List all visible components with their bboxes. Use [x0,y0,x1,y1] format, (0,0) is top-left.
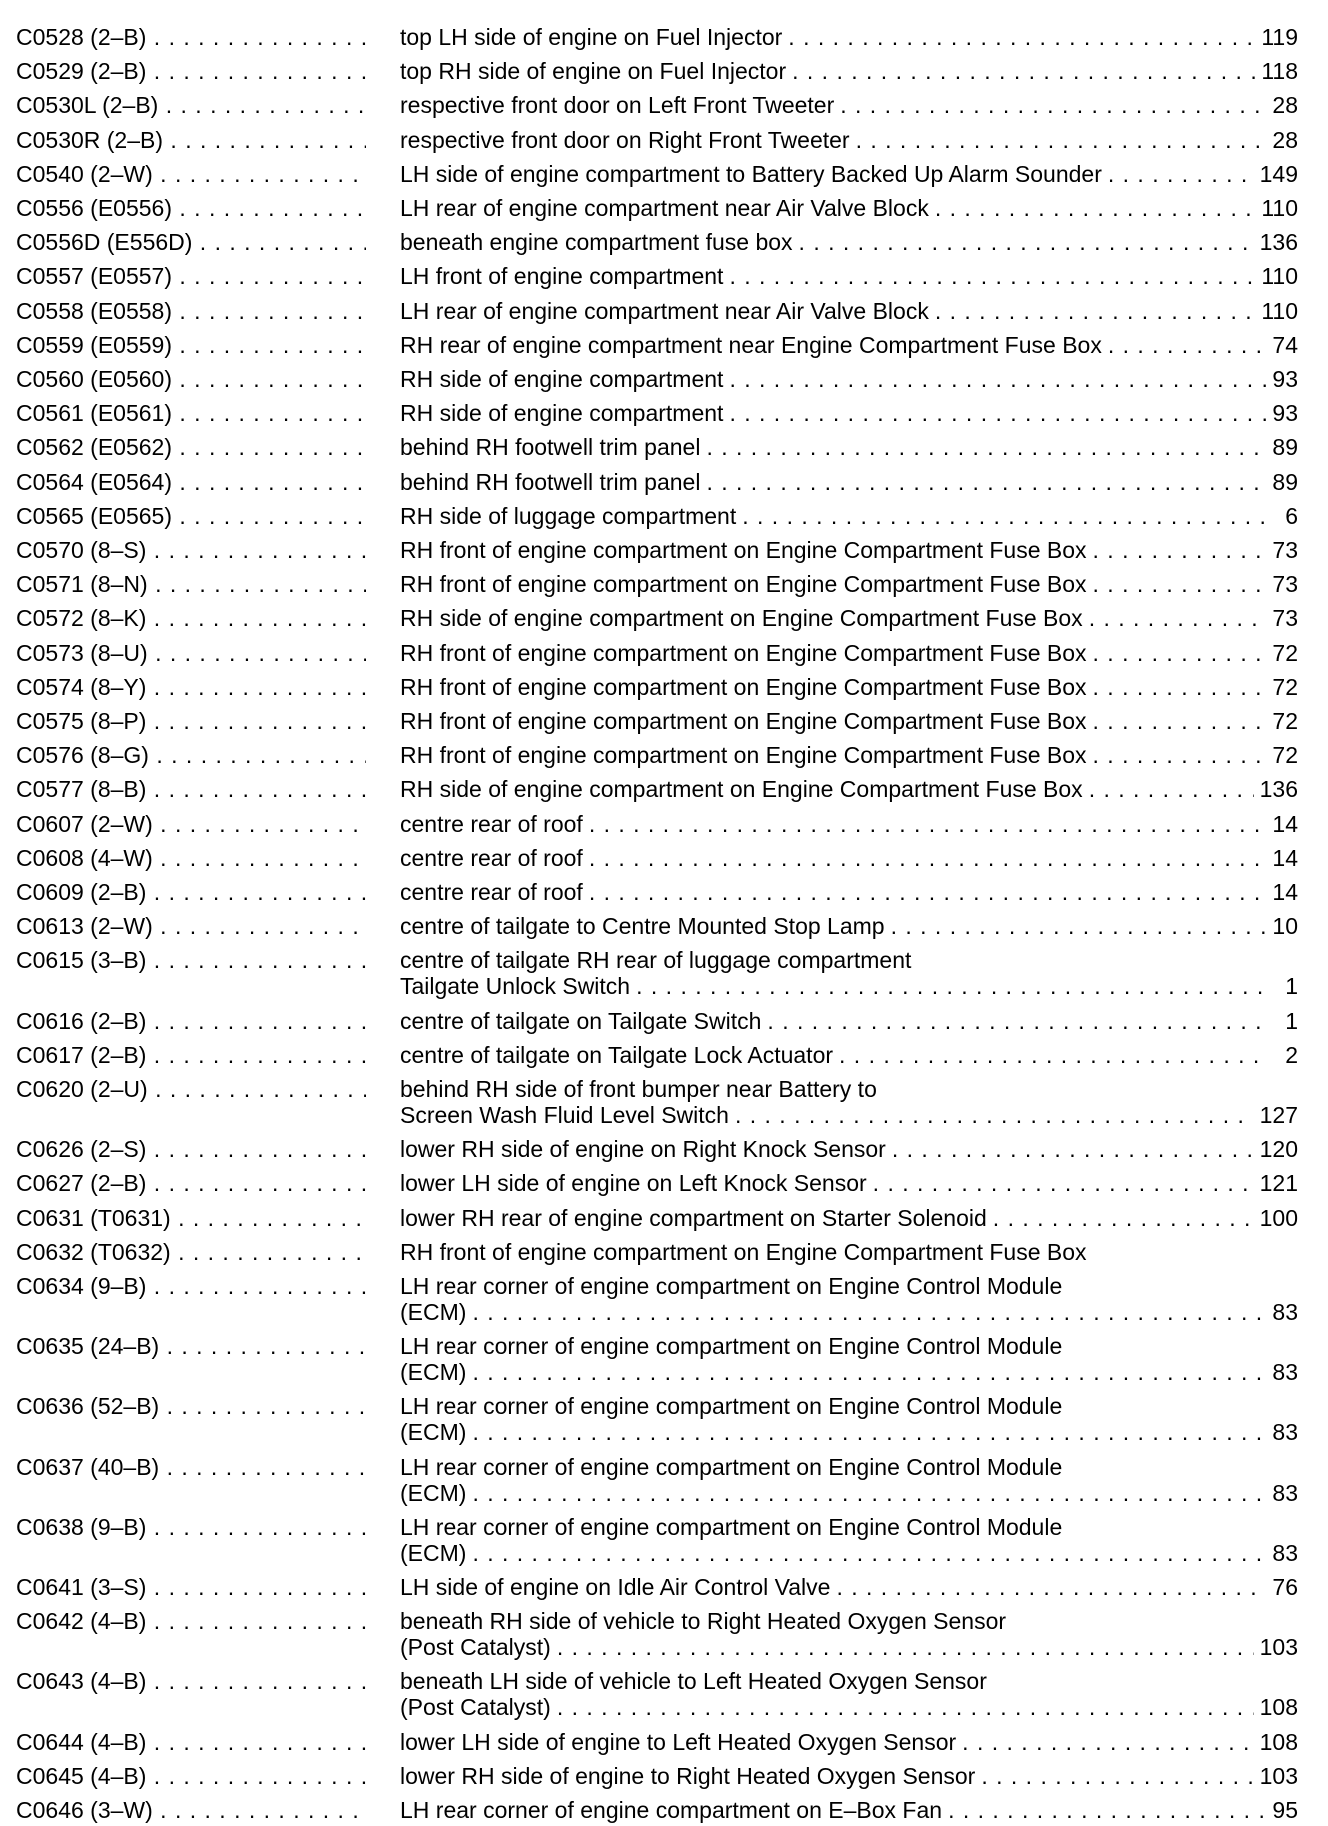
connector-code-text: C0540 (2–W) . . . [16,161,366,187]
dot-leader [788,24,1255,50]
page-number: 83 [1272,1419,1298,1445]
dot-leader [1108,161,1254,187]
connector-code-text: C0645 (4–B) . . . [16,1763,366,1789]
location-description [400,400,1298,426]
location-text: respective front door on Right Front Tweeter [400,127,850,153]
connector-code [16,1574,366,1600]
dot-leader [706,469,1266,495]
page-number: 136 [1259,229,1298,255]
page-number: 1 [1285,973,1298,999]
connector-code-text: C0571 (8–N) . . . [16,571,366,597]
location-description [400,434,1298,460]
connector-code [16,1042,366,1068]
dot-leader [856,127,1267,153]
connector-code-text: C0638 (9–B) . . . [16,1514,366,1540]
page-number: 83 [1272,1359,1298,1385]
connector-code [16,640,366,666]
location-description [400,298,1298,324]
connector-code-text: C0556 (E0556) . . . [16,195,366,221]
connector-code [16,913,366,939]
location-text: Tailgate Unlock Switch [400,973,631,999]
location-text: centre of tailgate on Tailgate Lock Actuator [400,1042,834,1068]
connector-code [16,1729,366,1755]
dot-leader [557,1694,1254,1720]
location-description [400,708,1298,734]
connector-code [16,366,366,392]
location-description [400,1170,1298,1196]
location-text: LH rear of engine compartment near Air Valve Block [400,298,929,324]
location-text: LH rear corner of engine compartment on Engine Control Module [400,1514,1063,1540]
page-number: 72 [1272,640,1298,666]
connector-code-text: C0634 (9–B) . . . [16,1273,366,1299]
connector-code-text: C0530L (2–B) . . . [16,92,366,118]
location-text: RH front of engine compartment on Engine Compartment Fuse Box [400,571,1087,597]
location-description [400,1333,1298,1385]
location-text: beneath LH side of vehicle to Left Heated Oxygen Sensor [400,1668,987,1694]
connector-code-text: C0608 (4–W) . . . [16,845,366,871]
connector-code [16,1668,366,1694]
connector-code-text: C0562 (E0562) . . . [16,434,366,460]
dot-leader [729,400,1266,426]
dot-leader [742,503,1268,529]
connector-code [16,24,366,50]
page-number: 89 [1272,469,1298,495]
dot-leader [729,263,1255,289]
location-text: LH side of engine compartment to Battery Backed Up Alarm Sounder [400,161,1102,187]
location-text: beneath engine compartment fuse box [400,229,793,255]
dot-leader [1108,332,1267,358]
dot-leader [840,92,1266,118]
dot-leader [472,1299,1266,1325]
location-text: LH rear corner of engine compartment on Engine Control Module [400,1273,1063,1299]
location-description [400,1608,1298,1660]
location-description [400,263,1298,289]
location-text: centre rear of roof [400,811,583,837]
dot-leader [1093,674,1267,700]
dot-leader [589,811,1267,837]
location-description [400,913,1298,939]
dot-leader [557,1634,1254,1660]
location-text: behind RH footwell trim panel [400,469,701,495]
location-description [400,1205,1298,1231]
page-number: 10 [1272,913,1298,939]
page-number: 93 [1272,366,1298,392]
connector-code [16,742,366,768]
connector-code [16,811,366,837]
page-number: 110 [1261,263,1298,289]
dot-leader [1093,571,1267,597]
connector-code-text: C0530R (2–B) . . . [16,127,366,153]
page-number: 1 [1285,1008,1298,1034]
dot-leader [1093,640,1267,666]
page-number: 76 [1272,1574,1298,1600]
location-description [400,503,1298,529]
connector-code [16,708,366,734]
page-number: 14 [1272,879,1298,905]
location-text: LH rear corner of engine compartment on E–Box Fan [400,1797,943,1823]
location-text: lower RH side of engine to Right Heated Oxygen Sensor [400,1763,976,1789]
location-text: lower LH side of engine on Left Knock Sensor [400,1170,867,1196]
connector-code-text: C0560 (E0560) . . . [16,366,366,392]
connector-code [16,605,366,631]
connector-code-text: C0616 (2–B) . . . [16,1008,366,1034]
location-text: (ECM) [400,1480,467,1506]
location-description [400,229,1298,255]
connector-code-text: C0609 (2–B) . . . [16,879,366,905]
connector-code [16,1170,366,1196]
connector-code [16,537,366,563]
location-text: respective front door on Left Front Tweeter [400,92,835,118]
page-number: 72 [1272,742,1298,768]
connector-code [16,229,366,255]
page-number: 121 [1259,1170,1298,1196]
connector-code-text: C0556D (E556D) . . . [16,229,366,255]
dot-leader [836,1574,1266,1600]
location-description [400,127,1298,153]
connector-code [16,298,366,324]
page-number: 110 [1261,298,1298,324]
location-description [400,811,1298,837]
location-text: RH front of engine compartment on Engine Compartment Fuse Box [400,742,1087,768]
connector-code-text: C0557 (E0557) . . . [16,263,366,289]
dot-leader [1089,605,1267,631]
location-description [400,1668,1298,1720]
location-description [400,1514,1298,1566]
location-description [400,161,1298,187]
connector-code [16,674,366,700]
connector-code-text: C0641 (3–S) . . . [16,1574,366,1600]
page-number: 108 [1259,1729,1298,1755]
dot-leader [892,1136,1254,1162]
location-description [400,1136,1298,1162]
dot-leader [993,1205,1254,1231]
location-description [400,1797,1298,1823]
page-number: 73 [1272,605,1298,631]
page-number: 127 [1259,1102,1298,1128]
location-description [400,92,1298,118]
location-text: RH front of engine compartment on Engine Compartment Fuse Box [400,537,1087,563]
connector-code-text: C0617 (2–B) . . . [16,1042,366,1068]
connector-code-text: C0575 (8–P) . . . [16,708,366,734]
connector-code [16,58,366,84]
location-text: RH front of engine compartment on Engine Compartment Fuse Box [400,1239,1087,1265]
connector-code-text: C0561 (E0561) . . . [16,400,366,426]
page-number: 72 [1272,708,1298,734]
location-description [400,24,1298,50]
page-number: 2 [1285,1042,1298,1068]
dot-leader [472,1359,1266,1385]
page-number: 110 [1261,195,1298,221]
location-text: (ECM) [400,1359,467,1385]
dot-leader [792,58,1255,84]
connector-code [16,1514,366,1540]
connector-code [16,469,366,495]
location-description [400,571,1298,597]
location-text: RH front of engine compartment on Engine Compartment Fuse Box [400,640,1087,666]
connector-code [16,1239,366,1265]
connector-code [16,1136,366,1162]
dot-leader [706,434,1266,460]
location-description [400,674,1298,700]
location-text: lower RH side of engine on Right Knock Sensor [400,1136,886,1162]
dot-leader [729,366,1266,392]
location-text: top LH side of engine on Fuel Injector [400,24,783,50]
location-description [400,1729,1298,1755]
location-description [400,742,1298,768]
page-number: 6 [1285,503,1298,529]
connector-code [16,1454,366,1480]
location-description [400,1239,1298,1265]
dot-leader [799,229,1254,255]
location-description [400,537,1298,563]
connector-code [16,947,366,973]
connector-code-text: C0632 (T0632) . . . [16,1239,366,1265]
connector-code [16,1333,366,1359]
connector-code [16,434,366,460]
location-description [400,776,1298,802]
page-number: 119 [1261,24,1298,50]
connector-code [16,1608,366,1634]
dot-leader [472,1540,1266,1566]
location-text: RH rear of engine compartment near Engine Compartment Fuse Box [400,332,1102,358]
page-number: 73 [1272,571,1298,597]
location-text: LH rear corner of engine compartment on Engine Control Module [400,1393,1063,1419]
location-text: (Post Catalyst) [400,1694,551,1720]
location-text: RH front of engine compartment on Engine Compartment Fuse Box [400,708,1087,734]
dot-leader [636,973,1268,999]
location-text: (ECM) [400,1419,467,1445]
connector-code [16,1205,366,1231]
location-text: RH side of engine compartment [400,400,724,426]
dot-leader [839,1042,1268,1068]
page-number: 28 [1272,92,1298,118]
location-text: centre rear of roof [400,879,583,905]
connector-code [16,879,366,905]
location-description [400,1574,1298,1600]
connector-code [16,263,366,289]
page-number: 72 [1272,674,1298,700]
connector-code-text: C0626 (2–S) . . . [16,1136,366,1162]
location-description [400,366,1298,392]
connector-code [16,1797,366,1823]
location-text: Screen Wash Fluid Level Switch [400,1102,729,1128]
location-description [400,605,1298,631]
location-description [400,195,1298,221]
page-number: 28 [1272,127,1298,153]
connector-code [16,776,366,802]
location-description [400,879,1298,905]
dot-leader [1093,537,1267,563]
dot-leader [873,1170,1254,1196]
connector-code [16,1393,366,1419]
location-text: (ECM) [400,1299,467,1325]
location-text: LH rear corner of engine compartment on Engine Control Module [400,1454,1063,1480]
dot-leader [472,1419,1266,1445]
connector-code [16,1008,366,1034]
connector-code [16,503,366,529]
location-text: LH side of engine on Idle Air Control Valve [400,1574,831,1600]
dot-leader [472,1480,1266,1506]
location-text: RH side of engine compartment on Engine Compartment Fuse Box [400,605,1083,631]
location-description [400,1393,1298,1445]
location-text: top RH side of engine on Fuel Injector [400,58,787,84]
location-text: LH front of engine compartment [400,263,724,289]
location-text: behind RH side of front bumper near Battery to [400,1076,877,1102]
dot-leader [735,1102,1254,1128]
location-text: RH side of engine compartment [400,366,724,392]
dot-leader [891,913,1267,939]
connector-code-text: C0558 (E0558) . . . [16,298,366,324]
connector-code-text: C0631 (T0631) . . . [16,1205,366,1231]
page-number: 93 [1272,400,1298,426]
connector-code [16,1273,366,1299]
location-description [400,947,1298,999]
location-text: RH side of engine compartment on Engine Compartment Fuse Box [400,776,1083,802]
page-number: 89 [1272,434,1298,460]
connector-code-text: C0529 (2–B) . . . [16,58,366,84]
location-description [400,1454,1298,1506]
dot-leader [981,1763,1253,1789]
location-text: centre of tailgate RH rear of luggage compartment [400,947,912,973]
connector-code-text: C0565 (E0565) . . . [16,503,366,529]
connector-code [16,1076,366,1102]
page-number: 136 [1259,776,1298,802]
connector-code-text: C0636 (52–B) . . . [16,1393,366,1419]
connector-code-text: C0620 (2–U) . . . [16,1076,366,1102]
connector-code-text: C0607 (2–W) . . . [16,811,366,837]
location-description [400,58,1298,84]
connector-code-text: C0570 (8–S) . . . [16,537,366,563]
page-number: 103 [1259,1634,1298,1660]
page-number: 100 [1259,1205,1298,1231]
page-number: 83 [1272,1480,1298,1506]
dot-leader [1089,776,1254,802]
connector-code-text: C0574 (8–Y) . . . [16,674,366,700]
location-description [400,1076,1298,1128]
connector-code [16,332,366,358]
page-number: 103 [1259,1763,1298,1789]
connector-code-text: C0642 (4–B) . . . [16,1608,366,1634]
location-text: centre of tailgate on Tailgate Switch [400,1008,762,1034]
connector-code-text: C0577 (8–B) . . . [16,776,366,802]
dot-leader [935,195,1255,221]
page-number: 14 [1272,845,1298,871]
dot-leader [767,1008,1268,1034]
location-description [400,1042,1298,1068]
location-text: lower RH rear of engine compartment on Starter Solenoid [400,1205,987,1231]
connector-code-text: C0627 (2–B) . . . [16,1170,366,1196]
dot-leader [589,845,1267,871]
connector-code-text: C0559 (E0559) . . . [16,332,366,358]
connector-code-text: C0643 (4–B) . . . [16,1668,366,1694]
connector-code [16,571,366,597]
connector-code [16,92,366,118]
location-text: centre of tailgate to Centre Mounted Stop Lamp [400,913,885,939]
location-text: lower LH side of engine to Left Heated Oxygen Sensor [400,1729,957,1755]
location-description [400,332,1298,358]
location-text: behind RH footwell trim panel [400,434,701,460]
connector-code-text: C0564 (E0564) . . . [16,469,366,495]
connector-code-text: C0613 (2–W) . . . [16,913,366,939]
connector-code-text: C0637 (40–B) . . . [16,1454,366,1480]
connector-code-text: C0635 (24–B) . . . [16,1333,366,1359]
page-number: 73 [1272,537,1298,563]
connector-code-text: C0572 (8–K) . . . [16,605,366,631]
page-number: 120 [1259,1136,1298,1162]
location-text: beneath RH side of vehicle to Right Heated Oxygen Sensor [400,1608,1007,1634]
page-number: 83 [1272,1540,1298,1566]
dot-leader [1093,742,1267,768]
location-text: RH side of luggage compartment [400,503,737,529]
page-number: 14 [1272,811,1298,837]
connector-code [16,161,366,187]
location-description [400,1763,1298,1789]
location-description [400,640,1298,666]
connector-code-text: C0576 (8–G) . . . [16,742,366,768]
location-text: (Post Catalyst) [400,1634,551,1660]
page-number: 83 [1272,1299,1298,1325]
page-number: 118 [1261,58,1298,84]
connector-code-text: C0646 (3–W) . . . [16,1797,366,1823]
location-description [400,1273,1298,1325]
connector-code-text: C0573 (8–U) . . . [16,640,366,666]
dot-leader [948,1797,1266,1823]
location-text: LH rear corner of engine compartment on Engine Control Module [400,1333,1063,1359]
page-number: 74 [1272,332,1298,358]
dot-leader [1093,708,1267,734]
connector-code [16,1763,366,1789]
connector-code [16,195,366,221]
location-text: RH front of engine compartment on Engine Compartment Fuse Box [400,674,1087,700]
location-description [400,845,1298,871]
connector-code-text: C0615 (3–B) . . . [16,947,366,973]
dot-leader [935,298,1255,324]
connector-code-text: C0528 (2–B) . . . [16,24,366,50]
location-text: (ECM) [400,1540,467,1566]
page-number: 149 [1259,161,1298,187]
location-description [400,469,1298,495]
connector-code [16,845,366,871]
page-number: 108 [1259,1694,1298,1720]
location-description [400,1008,1298,1034]
connector-code-text: C0644 (4–B) . . . [16,1729,366,1755]
location-text: LH rear of engine compartment near Air Valve Block [400,195,929,221]
connector-code [16,400,366,426]
dot-leader [589,879,1267,905]
connector-code [16,127,366,153]
location-text: centre rear of roof [400,845,583,871]
page-number: 95 [1272,1797,1298,1823]
dot-leader [962,1729,1253,1755]
